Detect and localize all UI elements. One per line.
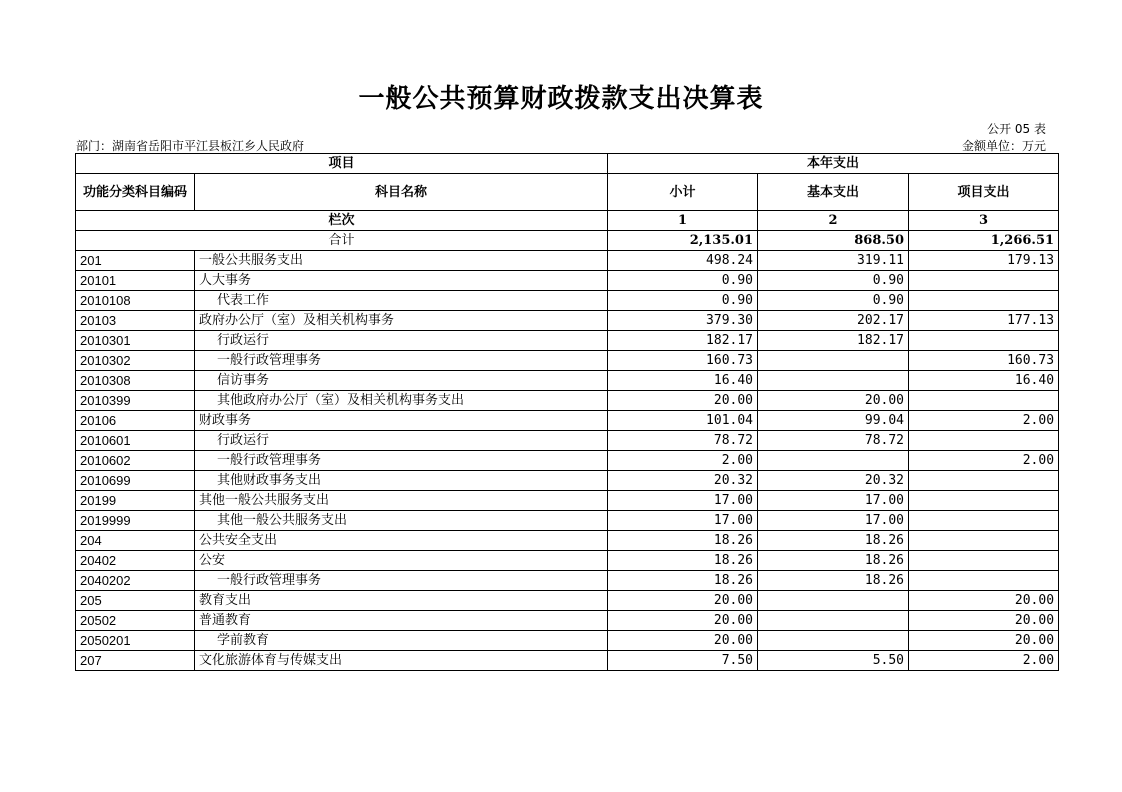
table-row [76,491,1059,511]
row-project [909,391,1059,411]
row-project [909,291,1059,311]
table-row [76,591,1059,611]
row-subject-name: 一般行政管理事务 [195,571,608,591]
table-row [76,631,1059,651]
row-subject-name: 行政运行 [195,431,608,451]
row-basic [758,371,909,391]
table-row [76,611,1059,631]
row-code: 2050201 [76,631,195,651]
table-row [76,251,1059,271]
header-function-code: 功能分类科目编码 [76,174,195,211]
row-code: 2010601 [76,431,195,451]
row-basic: 78.72 [758,431,909,451]
form-number: 公开 05 表 [987,122,1046,136]
row-subtotal: 20.32 [608,471,758,491]
row-subtotal: 498.24 [608,251,758,271]
row-code: 2010399 [76,391,195,411]
row-code: 2010308 [76,371,195,391]
row-subtotal: 20.00 [608,391,758,411]
row-code: 20199 [76,491,195,511]
row-subtotal: 18.26 [608,551,758,571]
row-subtotal: 182.17 [608,331,758,351]
row-basic: 99.04 [758,411,909,431]
row-basic [758,611,909,631]
row-subtotal: 20.00 [608,611,758,631]
row-subject-name: 其他一般公共服务支出 [195,491,608,511]
row-subject-name: 公共安全支出 [195,531,608,551]
row-code: 2040202 [76,571,195,591]
row-basic: 20.00 [758,391,909,411]
row-subtotal: 7.50 [608,651,758,671]
row-subject-name: 公安 [195,551,608,571]
row-code: 204 [76,531,195,551]
row-subject-name: 其他政府办公厅（室）及相关机构事务支出 [195,391,608,411]
row-basic: 0.90 [758,291,909,311]
table-row [76,651,1059,671]
table-row [76,511,1059,531]
total-project: 1,266.51 [909,231,1059,251]
row-code: 20103 [76,311,195,331]
table-row [76,331,1059,351]
table-row [76,431,1059,451]
row-subject-name: 财政事务 [195,411,608,431]
row-project: 16.40 [909,371,1059,391]
row-code: 2010602 [76,451,195,471]
table-row [76,411,1059,431]
table-row [76,371,1059,391]
row-code: 2019999 [76,511,195,531]
table-row [76,451,1059,471]
row-code: 2010108 [76,291,195,311]
total-row [76,231,1059,251]
table-row [76,551,1059,571]
header-item: 项目 [76,154,608,174]
row-code: 201 [76,251,195,271]
row-subtotal: 101.04 [608,411,758,431]
column-number-2: 2 [758,211,909,231]
row-subject-name: 文化旅游体育与传媒支出 [195,651,608,671]
row-subtotal: 2.00 [608,451,758,471]
row-project: 2.00 [909,451,1059,471]
header-this-year-expenditure: 本年支出 [608,154,1059,174]
row-code: 205 [76,591,195,611]
row-project [909,571,1059,591]
row-project: 2.00 [909,651,1059,671]
column-number-row [76,211,1059,231]
row-code: 20101 [76,271,195,291]
row-basic: 202.17 [758,311,909,331]
header-project-expenditure: 项目支出 [909,174,1059,211]
department-label: 部门：湖南省岳阳市平江县板江乡人民政府 [76,139,305,153]
row-code: 2010302 [76,351,195,371]
row-project: 160.73 [909,351,1059,371]
row-subject-name: 信访事务 [195,371,608,391]
header-subject-name: 科目名称 [195,174,608,211]
row-subject-name: 行政运行 [195,331,608,351]
total-basic: 868.50 [758,231,909,251]
row-subtotal: 17.00 [608,511,758,531]
table-row [76,571,1059,591]
row-subtotal: 379.30 [608,311,758,331]
row-subject-name: 学前教育 [195,631,608,651]
row-subject-name: 一般行政管理事务 [195,351,608,371]
header-basic-expenditure: 基本支出 [758,174,909,211]
row-subject-name: 普通教育 [195,611,608,631]
row-project [909,511,1059,531]
row-subtotal: 0.90 [608,271,758,291]
row-basic: 18.26 [758,571,909,591]
row-basic: 319.11 [758,251,909,271]
row-subtotal: 20.00 [608,591,758,611]
row-code: 2010301 [76,331,195,351]
table-row [76,531,1059,551]
total-subtotal: 2,135.01 [608,231,758,251]
table-row [76,311,1059,331]
row-subject-name: 一般行政管理事务 [195,451,608,471]
column-number-label: 栏次 [76,211,608,231]
row-project [909,551,1059,571]
row-subtotal: 0.90 [608,291,758,311]
row-code: 20106 [76,411,195,431]
total-label: 合计 [76,231,608,251]
row-basic: 0.90 [758,271,909,291]
row-code: 20402 [76,551,195,571]
row-basic: 17.00 [758,491,909,511]
column-number-1: 1 [608,211,758,231]
row-basic [758,591,909,611]
amount-unit-label: 金额单位：万元 [961,139,1046,153]
row-project [909,431,1059,451]
table-row [76,471,1059,491]
row-project [909,271,1059,291]
header-subtotal: 小计 [608,174,758,211]
row-subject-name: 其他一般公共服务支出 [195,511,608,531]
row-project: 179.13 [909,251,1059,271]
row-project: 20.00 [909,611,1059,631]
row-project [909,531,1059,551]
expenditure-table [75,153,1059,671]
row-basic: 17.00 [758,511,909,531]
row-subtotal: 160.73 [608,351,758,371]
row-subtotal: 20.00 [608,631,758,651]
row-basic [758,351,909,371]
column-number-3: 3 [909,211,1059,231]
header-row-1 [76,154,1059,174]
row-project: 2.00 [909,411,1059,431]
row-basic [758,451,909,471]
row-project: 20.00 [909,631,1059,651]
row-subtotal: 17.00 [608,491,758,511]
table-row [76,351,1059,371]
header-row-2 [76,174,1059,211]
table-row [76,271,1059,291]
row-basic: 20.32 [758,471,909,491]
row-subtotal: 18.26 [608,531,758,551]
row-subject-name: 一般公共服务支出 [195,251,608,271]
row-project [909,491,1059,511]
row-subject-name: 人大事务 [195,271,608,291]
page-title: 一般公共预算财政拨款支出决算表 [358,84,764,114]
row-basic [758,631,909,651]
row-project [909,331,1059,351]
row-project: 177.13 [909,311,1059,331]
row-subtotal: 16.40 [608,371,758,391]
row-subject-name: 代表工作 [195,291,608,311]
row-code: 207 [76,651,195,671]
row-project: 20.00 [909,591,1059,611]
row-subtotal: 18.26 [608,571,758,591]
row-project [909,471,1059,491]
row-subject-name: 教育支出 [195,591,608,611]
row-basic: 5.50 [758,651,909,671]
row-subject-name: 政府办公厅（室）及相关机构事务 [195,311,608,331]
row-subject-name: 其他财政事务支出 [195,471,608,491]
row-subtotal: 78.72 [608,431,758,451]
row-code: 2010699 [76,471,195,491]
row-basic: 18.26 [758,531,909,551]
row-basic: 18.26 [758,551,909,571]
table-row [76,291,1059,311]
row-basic: 182.17 [758,331,909,351]
table-row [76,391,1059,411]
row-code: 20502 [76,611,195,631]
